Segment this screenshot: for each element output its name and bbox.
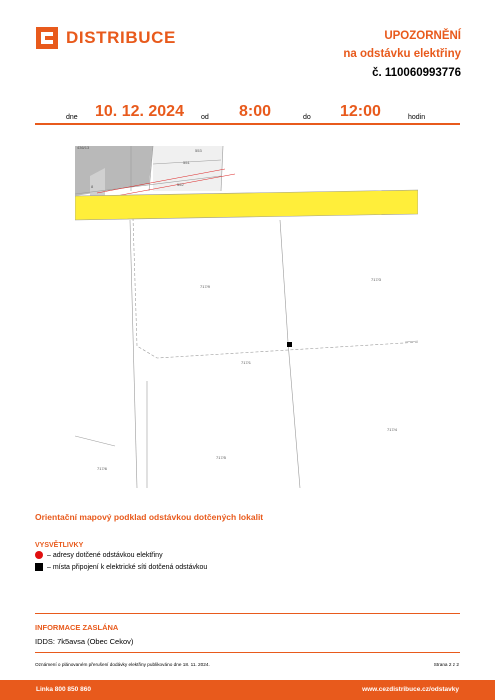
map-caption: Orientační mapový podklad odstávkou dotčených lokalit [35, 512, 264, 522]
legend-item-label: – místa připojení k elektrické síti dotčená odstávkou [47, 563, 208, 571]
notice-heading [343, 27, 461, 83]
parcel-label: 717/4 [387, 427, 398, 432]
footer-divider [35, 652, 460, 653]
outage-dateline [35, 103, 460, 121]
outage-date: 10. 12. 2024 [95, 103, 184, 120]
from-label: od [201, 114, 209, 121]
parcel-label: 551 [183, 160, 190, 165]
parcel-label: 552 [177, 182, 184, 187]
footer-bar [0, 680, 495, 700]
to-time: 12:00 [340, 103, 381, 120]
parcel-label: 553 [195, 148, 202, 153]
parcel-label: 717/9 [200, 284, 211, 289]
parcel-label: 717/6 [97, 466, 108, 471]
cadastral-map [75, 146, 418, 488]
cez-logo-icon [36, 27, 58, 49]
section-divider [35, 613, 460, 614]
legend-title: VYSVĚTLIVKY [35, 542, 84, 549]
parcel-label: 717/3 [371, 277, 382, 282]
outage-map [75, 146, 418, 488]
notice-title: UPOZORNĚNÍ [384, 30, 461, 42]
header-divider [35, 123, 460, 125]
to-label: do [303, 114, 311, 121]
map-parcel-shade [153, 146, 223, 191]
legend-item-label: – adresy dotčené odstávkou elektřiny [47, 551, 163, 559]
legend-item-connection-points [35, 563, 207, 571]
logo [36, 27, 176, 49]
connection-point-marker [287, 342, 292, 347]
parcel-label: 8 [91, 184, 94, 189]
website-link[interactable]: www.cezdistribuce.cz/odstavky [362, 686, 459, 693]
legend-item-addresses [35, 551, 163, 559]
from-time: 8:00 [239, 103, 272, 120]
notice-subtitle: na odstávku elektřiny [343, 48, 461, 60]
parcel-label: 436/13 [77, 146, 90, 150]
date-label: dne [66, 114, 78, 121]
black-square-icon [35, 563, 43, 571]
hotline: Linka 800 850 860 [36, 686, 91, 693]
page-number: Strana 2 z 2 [433, 662, 459, 667]
sent-title: INFORMACE ZASLÁNA [35, 623, 119, 632]
publication-note: Oznámení o plánovaném přerušení dodávky elektřiny publikováno dne 18. 11. 2024. [35, 662, 210, 667]
red-dot-icon [35, 551, 43, 559]
parcel-label: 717/1 [241, 360, 252, 365]
logo-text: DISTRIBUCE [66, 28, 176, 47]
sent-recipient: IDDS: 7k5avsa (Obec Cekov) [35, 637, 134, 646]
parcel-label: 717/5 [216, 455, 227, 460]
notice-number: č. 110060993776 [372, 67, 461, 79]
unit-label: hodin [408, 114, 426, 121]
